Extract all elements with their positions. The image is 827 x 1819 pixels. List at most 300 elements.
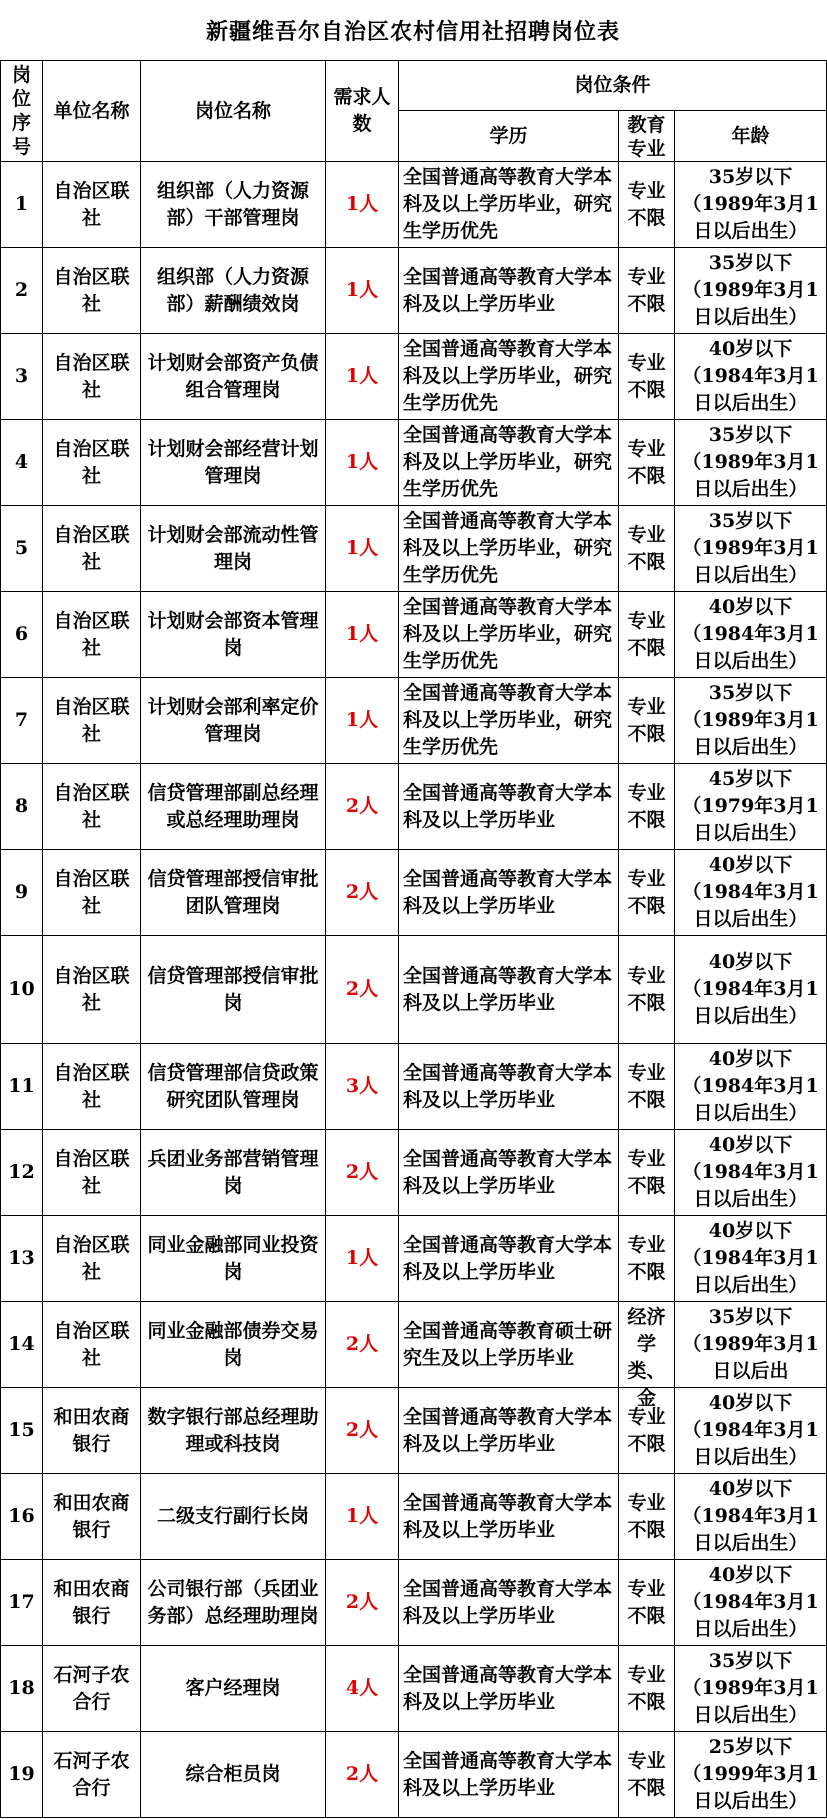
cell-position-text: 计划财会部经营计划管理岗 [147, 437, 319, 487]
cell-major [619, 592, 675, 678]
cell-education [399, 1302, 619, 1388]
cell-seq-text: 3 [14, 365, 29, 387]
cell-demand [326, 334, 399, 420]
table-row [1, 1732, 827, 1818]
cell-unit [43, 1130, 141, 1216]
cell-education-text: 全国普通高等教育大学本科及以上学历毕业，研究生学历优先 [403, 166, 613, 242]
cell-seq [1, 592, 43, 678]
cell-demand-text: 2人 [345, 1161, 379, 1183]
cell-seq [1, 1388, 43, 1474]
cell-education-text: 全国普通高等教育大学本科及以上学历毕业，研究生学历优先 [403, 510, 613, 586]
cell-position [141, 248, 326, 334]
cell-major-text: 专业不限 [627, 1491, 666, 1541]
cell-education [399, 936, 619, 1044]
cell-unit [43, 850, 141, 936]
cell-major-text: 经济学类、金 [627, 1305, 666, 1409]
cell-education-text: 全国普通高等教育大学本科及以上学历毕业 [403, 1405, 613, 1455]
cell-unit-text: 和田农商银行 [53, 1405, 130, 1455]
cell-education-text: 全国普通高等教育硕士研究生及以上学历毕业 [403, 1319, 613, 1369]
cell-seq [1, 248, 43, 334]
cell-seq-text: 19 [8, 1763, 35, 1785]
cell-position [141, 936, 326, 1044]
cell-major-text: 专业不限 [627, 1061, 666, 1111]
cell-demand-text: 2人 [345, 1591, 379, 1613]
cell-major [619, 850, 675, 936]
cell-major-text: 专业不限 [627, 781, 666, 831]
cell-age [675, 936, 827, 1044]
cell-seq [1, 1302, 43, 1388]
cell-demand-text: 3人 [345, 1075, 379, 1097]
cell-seq-text: 14 [8, 1333, 35, 1355]
cell-position-text: 计划财会部流动性管理岗 [147, 523, 319, 573]
table-row [1, 1388, 827, 1474]
header-conditions [399, 61, 827, 111]
positions-table [0, 60, 827, 1818]
cell-unit-text: 自治区联社 [53, 1061, 130, 1111]
cell-demand [326, 248, 399, 334]
header-unit-label: 单位名称 [53, 99, 130, 122]
cell-seq [1, 1474, 43, 1560]
cell-major [619, 1130, 675, 1216]
cell-unit [43, 1646, 141, 1732]
cell-unit [43, 1044, 141, 1130]
cell-demand [326, 1130, 399, 1216]
cell-age [675, 592, 827, 678]
cell-major [619, 1216, 675, 1302]
cell-seq-text: 6 [14, 623, 29, 645]
cell-demand [326, 1302, 399, 1388]
cell-demand-text: 1人 [345, 193, 379, 215]
cell-age [675, 506, 827, 592]
cell-unit-text: 自治区联社 [53, 265, 130, 315]
cell-unit-text: 自治区联社 [53, 964, 130, 1014]
cell-position-text: 组织部（人力资源部）干部管理岗 [156, 179, 309, 229]
cell-major [619, 420, 675, 506]
cell-position [141, 1216, 326, 1302]
cell-unit-text: 自治区联社 [53, 867, 130, 917]
cell-seq-text: 17 [8, 1591, 35, 1613]
cell-education [399, 592, 619, 678]
cell-major-text: 专业不限 [627, 1749, 666, 1799]
cell-major [619, 1560, 675, 1646]
cell-major [619, 248, 675, 334]
cell-seq-text: 10 [8, 978, 35, 1000]
cell-major [619, 1044, 675, 1130]
cell-major-text: 专业不限 [627, 1405, 666, 1455]
cell-education [399, 420, 619, 506]
table-row [1, 334, 827, 420]
cell-major-text: 专业不限 [627, 351, 666, 401]
table-row [1, 850, 827, 936]
cell-demand [326, 1044, 399, 1130]
cell-position [141, 1044, 326, 1130]
cell-seq-text: 1 [14, 193, 29, 215]
cell-demand-text: 1人 [345, 1505, 379, 1527]
cell-seq [1, 850, 43, 936]
cell-unit [43, 162, 141, 248]
cell-demand-text: 1人 [345, 1247, 379, 1269]
cell-unit [43, 1388, 141, 1474]
cell-education [399, 1388, 619, 1474]
cell-position-text: 计划财会部资本管理岗 [147, 609, 319, 659]
table-row [1, 1216, 827, 1302]
cell-unit-text: 自治区联社 [53, 523, 130, 573]
cell-seq-text: 11 [8, 1075, 35, 1097]
cell-age [675, 764, 827, 850]
cell-age [675, 334, 827, 420]
cell-education [399, 248, 619, 334]
cell-age-text: 40岁以下（1984年3月1日以后出生） [682, 951, 819, 1027]
cell-education [399, 764, 619, 850]
table-row [1, 678, 827, 764]
cell-position [141, 764, 326, 850]
cell-position [141, 1560, 326, 1646]
cell-demand [326, 764, 399, 850]
cell-major [619, 1646, 675, 1732]
cell-education-text: 全国普通高等教育大学本科及以上学历毕业，研究生学历优先 [403, 338, 613, 414]
cell-demand-text: 4人 [345, 1677, 379, 1699]
cell-demand [326, 420, 399, 506]
cell-age-text: 40岁以下（1984年3月1日以后出生） [682, 1478, 819, 1554]
cell-age [675, 1732, 827, 1818]
cell-demand [326, 162, 399, 248]
cell-major-text: 专业不限 [627, 609, 666, 659]
cell-demand-text: 2人 [345, 978, 379, 1000]
cell-major-text: 专业不限 [627, 1147, 666, 1197]
cell-age-text: 35岁以下（1989年3月1日以后出生） [682, 1650, 819, 1726]
cell-unit [43, 1474, 141, 1560]
cell-age-text: 40岁以下（1984年3月1日以后出生） [682, 1048, 819, 1124]
cell-demand [326, 1560, 399, 1646]
cell-age [675, 1044, 827, 1130]
cell-position [141, 592, 326, 678]
cell-age [675, 162, 827, 248]
cell-seq [1, 1130, 43, 1216]
cell-demand-text: 2人 [345, 795, 379, 817]
cell-age-text: 45岁以下（1979年3月1日以后出生） [682, 768, 819, 844]
cell-education-text: 全国普通高等教育大学本科及以上学历毕业 [403, 867, 613, 917]
cell-major [619, 334, 675, 420]
cell-education-text: 全国普通高等教育大学本科及以上学历毕业 [403, 1147, 613, 1197]
cell-demand [326, 1216, 399, 1302]
cell-major [619, 162, 675, 248]
cell-unit-text: 自治区联社 [53, 1319, 130, 1369]
header-seq [1, 61, 43, 162]
cell-education-text: 全国普通高等教育大学本科及以上学历毕业，研究生学历优先 [403, 682, 613, 758]
cell-unit [43, 936, 141, 1044]
cell-seq [1, 678, 43, 764]
cell-age [675, 1130, 827, 1216]
cell-major-text: 专业不限 [627, 523, 666, 573]
cell-seq-text: 16 [8, 1505, 35, 1527]
cell-seq [1, 1560, 43, 1646]
cell-demand [326, 1732, 399, 1818]
cell-position [141, 1732, 326, 1818]
cell-education-text: 全国普通高等教育大学本科及以上学历毕业 [403, 1663, 613, 1713]
cell-education [399, 678, 619, 764]
cell-age [675, 1646, 827, 1732]
cell-demand-text: 2人 [345, 1763, 379, 1785]
cell-seq [1, 1216, 43, 1302]
cell-age [675, 678, 827, 764]
cell-major [619, 678, 675, 764]
cell-seq-text: 9 [14, 881, 29, 903]
cell-age-text: 40岁以下（1984年3月1日以后出生） [682, 854, 819, 930]
cell-position-text: 组织部（人力资源部）薪酬绩效岗 [156, 265, 309, 315]
table-row [1, 1044, 827, 1130]
cell-demand-text: 1人 [345, 623, 379, 645]
cell-demand [326, 1388, 399, 1474]
cell-major [619, 764, 675, 850]
cell-unit [43, 764, 141, 850]
cell-unit [43, 592, 141, 678]
cell-position-text: 信贷管理部授信审批岗 [147, 964, 319, 1014]
cell-seq [1, 1646, 43, 1732]
cell-age-text: 35岁以下（1989年3月1日以后出生） [682, 510, 819, 586]
header-age-label: 年龄 [731, 124, 770, 147]
cell-education [399, 1474, 619, 1560]
cell-unit-text: 自治区联社 [53, 609, 130, 659]
cell-seq [1, 1732, 43, 1818]
cell-major-text: 专业不限 [627, 964, 666, 1014]
table-row [1, 1560, 827, 1646]
cell-unit-text: 和田农商银行 [53, 1491, 130, 1541]
cell-education [399, 1732, 619, 1818]
cell-major-text: 专业不限 [627, 1233, 666, 1283]
cell-major-text: 专业不限 [627, 1663, 666, 1713]
cell-seq [1, 506, 43, 592]
cell-age [675, 850, 827, 936]
cell-age-text: 35岁以下（1989年3月1日以后出生） [682, 424, 819, 500]
cell-demand-text: 2人 [345, 1333, 379, 1355]
cell-position [141, 1302, 326, 1388]
cell-major [619, 1474, 675, 1560]
cell-position-text: 兵团业务部营销管理岗 [147, 1147, 319, 1197]
cell-position [141, 334, 326, 420]
cell-seq-text: 5 [14, 537, 29, 559]
cell-education-text: 全国普通高等教育大学本科及以上学历毕业 [403, 265, 613, 315]
header-position [141, 61, 326, 162]
cell-education-text: 全国普通高等教育大学本科及以上学历毕业 [403, 1491, 613, 1541]
header-major [619, 111, 675, 162]
cell-demand [326, 936, 399, 1044]
cell-education [399, 850, 619, 936]
cell-unit-text: 自治区联社 [53, 351, 130, 401]
cell-demand-text: 1人 [345, 537, 379, 559]
header-age [675, 111, 827, 162]
cell-major-text: 专业不限 [627, 867, 666, 917]
header-position-label: 岗位名称 [194, 99, 271, 122]
cell-education-text: 全国普通高等教育大学本科及以上学历毕业，研究生学历优先 [403, 596, 613, 672]
cell-major [619, 936, 675, 1044]
cell-unit [43, 1302, 141, 1388]
table-row [1, 506, 827, 592]
cell-seq [1, 764, 43, 850]
cell-age-text: 40岁以下（1984年3月1日以后出生） [682, 596, 819, 672]
cell-unit-text: 自治区联社 [53, 781, 130, 831]
cell-unit [43, 1560, 141, 1646]
cell-demand-text: 2人 [345, 1419, 379, 1441]
cell-demand-text: 1人 [345, 279, 379, 301]
cell-education [399, 1044, 619, 1130]
cell-unit-text: 自治区联社 [53, 1147, 130, 1197]
cell-seq [1, 162, 43, 248]
table-row [1, 592, 827, 678]
table-row [1, 1130, 827, 1216]
table-row [1, 162, 827, 248]
cell-major-text: 专业不限 [627, 179, 666, 229]
cell-position-text: 同业金融部债券交易岗 [147, 1319, 319, 1369]
cell-demand-text: 1人 [345, 709, 379, 731]
cell-major-text: 专业不限 [627, 695, 666, 745]
cell-age-text: 40岁以下（1984年3月1日以后出生） [682, 1564, 819, 1640]
cell-position [141, 1474, 326, 1560]
cell-unit [43, 420, 141, 506]
cell-position-text: 计划财会部资产负债组合管理岗 [147, 351, 319, 401]
cell-major [619, 1732, 675, 1818]
cell-education-text: 全国普通高等教育大学本科及以上学历毕业 [403, 1233, 613, 1283]
cell-demand-text: 1人 [345, 451, 379, 473]
cell-major [619, 506, 675, 592]
cell-demand-text: 2人 [345, 881, 379, 903]
cell-demand [326, 1646, 399, 1732]
cell-education [399, 1560, 619, 1646]
cell-education [399, 1130, 619, 1216]
cell-position [141, 1130, 326, 1216]
cell-education [399, 334, 619, 420]
cell-position-text: 同业金融部同业投资岗 [147, 1233, 319, 1283]
table-row [1, 1302, 827, 1388]
page-title: 新疆维吾尔自治区农村信用社招聘岗位表 [0, 0, 826, 61]
cell-age-text: 40岁以下（1984年3月1日以后出生） [682, 1392, 819, 1468]
cell-unit [43, 506, 141, 592]
cell-age [675, 420, 827, 506]
cell-unit-text: 自治区联社 [53, 179, 130, 229]
cell-unit [43, 678, 141, 764]
cell-unit-text: 石河子农合行 [53, 1749, 130, 1799]
cell-demand-text: 1人 [345, 365, 379, 387]
cell-position [141, 420, 326, 506]
cell-unit [43, 1732, 141, 1818]
cell-position-text: 计划财会部利率定价管理岗 [147, 695, 319, 745]
cell-education [399, 1646, 619, 1732]
cell-education-text: 全国普通高等教育大学本科及以上学历毕业 [403, 1749, 613, 1799]
cell-major-text: 专业不限 [627, 1577, 666, 1627]
cell-position [141, 1646, 326, 1732]
cell-education [399, 162, 619, 248]
table-row [1, 420, 827, 506]
cell-age [675, 1474, 827, 1560]
cell-age [675, 248, 827, 334]
cell-unit-text: 自治区联社 [53, 437, 130, 487]
cell-age [675, 1302, 827, 1388]
cell-major-text: 专业不限 [627, 437, 666, 487]
cell-unit-text: 石河子农合行 [53, 1663, 130, 1713]
cell-education-text: 全国普通高等教育大学本科及以上学历毕业 [403, 1061, 613, 1111]
cell-unit-text: 自治区联社 [53, 1233, 130, 1283]
cell-position-text: 综合柜员岗 [185, 1763, 281, 1785]
header-conditions-label: 岗位条件 [574, 74, 651, 96]
header-demand [326, 61, 399, 162]
cell-position-text: 二级支行副行长岗 [156, 1505, 309, 1527]
cell-education-text: 全国普通高等教育大学本科及以上学历毕业 [403, 964, 613, 1014]
cell-position [141, 506, 326, 592]
cell-seq [1, 420, 43, 506]
cell-age-text: 40岁以下（1984年3月1日以后出生） [682, 1220, 819, 1296]
cell-unit-text: 和田农商银行 [53, 1577, 130, 1627]
cell-unit-text: 自治区联社 [53, 695, 130, 745]
cell-position-text: 信贷管理部副总经理或总经理助理岗 [147, 781, 319, 831]
cell-seq-text: 2 [14, 279, 29, 301]
table-row [1, 248, 827, 334]
cell-education-text: 全国普通高等教育大学本科及以上学历毕业，研究生学历优先 [403, 424, 613, 500]
cell-seq-text: 13 [8, 1247, 35, 1269]
cell-age-text: 35岁以下（1989年3月1日以后出生） [682, 252, 819, 328]
table-row [1, 936, 827, 1044]
cell-major [619, 1302, 675, 1409]
cell-major-text: 专业不限 [627, 265, 666, 315]
cell-seq-text: 4 [14, 451, 29, 473]
cell-unit [43, 1216, 141, 1302]
cell-position-text: 信贷管理部授信审批团队管理岗 [147, 867, 319, 917]
header-unit [43, 61, 141, 162]
cell-education-text: 全国普通高等教育大学本科及以上学历毕业 [403, 781, 613, 831]
cell-seq [1, 334, 43, 420]
cell-unit [43, 248, 141, 334]
table-row [1, 764, 827, 850]
cell-demand [326, 850, 399, 936]
cell-age-text: 40岁以下（1984年3月1日以后出生） [682, 338, 819, 414]
cell-demand [326, 506, 399, 592]
cell-position-text: 公司银行部（兵团业务部）总经理助理岗 [147, 1577, 319, 1627]
cell-age [675, 1388, 827, 1474]
cell-position-text: 数字银行部总经理助理或科技岗 [147, 1405, 319, 1455]
cell-demand [326, 592, 399, 678]
cell-age-text: 35岁以下（1989年3月1日以后出生） [682, 682, 819, 758]
cell-position [141, 850, 326, 936]
cell-age-text: 40岁以下（1984年3月1日以后出生） [682, 1134, 819, 1210]
cell-position [141, 1388, 326, 1474]
table-row [1, 1646, 827, 1732]
cell-seq-text: 12 [8, 1161, 35, 1183]
cell-position [141, 678, 326, 764]
cell-age-text: 35岁以下（1989年3月1日以后出 [682, 1306, 819, 1382]
cell-education [399, 506, 619, 592]
cell-demand [326, 678, 399, 764]
header-education [399, 111, 619, 162]
header-major-label: 教育专业 [627, 114, 666, 160]
cell-age [675, 1560, 827, 1646]
header-education-label: 学历 [489, 124, 528, 147]
cell-seq [1, 1044, 43, 1130]
cell-demand [326, 1474, 399, 1560]
cell-position [141, 162, 326, 248]
table-body [1, 162, 827, 1818]
cell-seq-text: 15 [8, 1419, 35, 1441]
header-seq-label: 岗位序号 [11, 64, 31, 158]
cell-position-text: 客户经理岗 [185, 1677, 281, 1699]
cell-education [399, 1216, 619, 1302]
cell-education-text: 全国普通高等教育大学本科及以上学历毕业 [403, 1577, 613, 1627]
cell-age-text: 35岁以下（1989年3月1日以后出生） [682, 166, 819, 242]
header-demand-label: 需求人数 [333, 86, 391, 135]
cell-seq-text: 18 [8, 1677, 35, 1699]
cell-seq [1, 936, 43, 1044]
cell-seq-text: 8 [14, 795, 29, 817]
cell-age [675, 1216, 827, 1302]
cell-position-text: 信贷管理部信贷政策研究团队管理岗 [147, 1061, 319, 1111]
table-row [1, 1474, 827, 1560]
